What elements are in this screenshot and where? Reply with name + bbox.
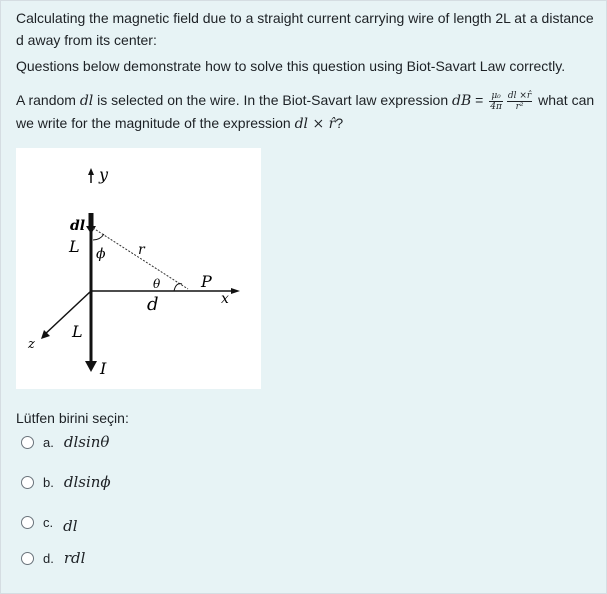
theta-arc	[174, 284, 182, 291]
question-suffix: what can we write for the magnitude of the expression	[16, 92, 595, 131]
point-P-label: P	[201, 272, 212, 291]
x-axis-arrowhead	[231, 288, 240, 294]
cross-product-expression: dl × r̂	[294, 116, 336, 132]
fraction-mu: μ₀	[489, 91, 503, 102]
radio-button-b[interactable]	[21, 476, 34, 489]
choose-one-prompt: Lütfen birini seçin:	[16, 410, 129, 426]
phi-label: ϕ	[96, 246, 106, 262]
current-arrowhead	[85, 361, 97, 372]
x-axis-label: x	[221, 291, 229, 307]
option-b[interactable]	[21, 471, 111, 493]
wire-diagram-svg	[16, 148, 261, 389]
L-bottom-label: L	[72, 322, 83, 341]
z-axis-line	[43, 291, 91, 336]
y-axis-label: y	[99, 165, 109, 184]
L-top-label: L	[69, 237, 80, 256]
option-d-letter: d.	[43, 550, 54, 566]
question-mark: ?	[335, 115, 344, 131]
dl-label: dl	[70, 218, 86, 234]
equals-sign: =	[475, 92, 484, 108]
radio-button-a[interactable]	[21, 436, 34, 449]
option-c-text: dl	[63, 517, 78, 535]
question-instruction: Questions below demonstrate how to solve this question using Biot-Savart Law correctly.	[16, 58, 566, 74]
phi-arc	[93, 234, 104, 240]
wire-diagram	[16, 148, 261, 389]
r-line	[93, 228, 188, 289]
fraction-r-squared: r²	[515, 101, 524, 112]
r-label: r	[138, 242, 145, 258]
question-prefix: A random	[16, 92, 76, 108]
option-d[interactable]	[21, 547, 85, 569]
dl-vector-symbol: dl	[79, 93, 94, 109]
mu-over-4pi-fraction	[489, 91, 503, 112]
radio-button-d[interactable]	[21, 552, 34, 565]
question-intro: Calculating the magnetic field due to a straight current carrying wire of length 2L at a distance d away from its center:	[16, 10, 594, 48]
option-a-text: dlsinθ	[63, 433, 110, 451]
question-body	[16, 89, 596, 135]
option-a[interactable]	[21, 431, 109, 453]
fraction-cross-product: dl ×r̂	[507, 90, 532, 101]
option-a-letter: a.	[43, 434, 54, 450]
theta-label: θ	[153, 277, 161, 291]
dB-vector-symbol: dB	[452, 93, 472, 109]
option-d-text: rdl	[63, 549, 86, 567]
question-mid: is selected on the wire. In the Biot-Savart law expression	[97, 92, 449, 108]
fraction-4pi: 4π	[490, 101, 502, 112]
dl-arrowhead	[86, 226, 96, 234]
option-c-letter: c.	[43, 514, 54, 530]
d-label: d	[147, 294, 159, 315]
radio-button-c[interactable]	[21, 516, 34, 529]
option-b-letter: b.	[43, 474, 54, 490]
z-axis-label: z	[28, 337, 35, 352]
option-b-text: dlsinϕ	[63, 473, 111, 491]
option-c[interactable]	[21, 511, 78, 533]
current-I-label: I	[100, 359, 107, 378]
y-axis-arrowhead	[88, 168, 94, 175]
cross-over-r2-fraction	[507, 91, 532, 112]
